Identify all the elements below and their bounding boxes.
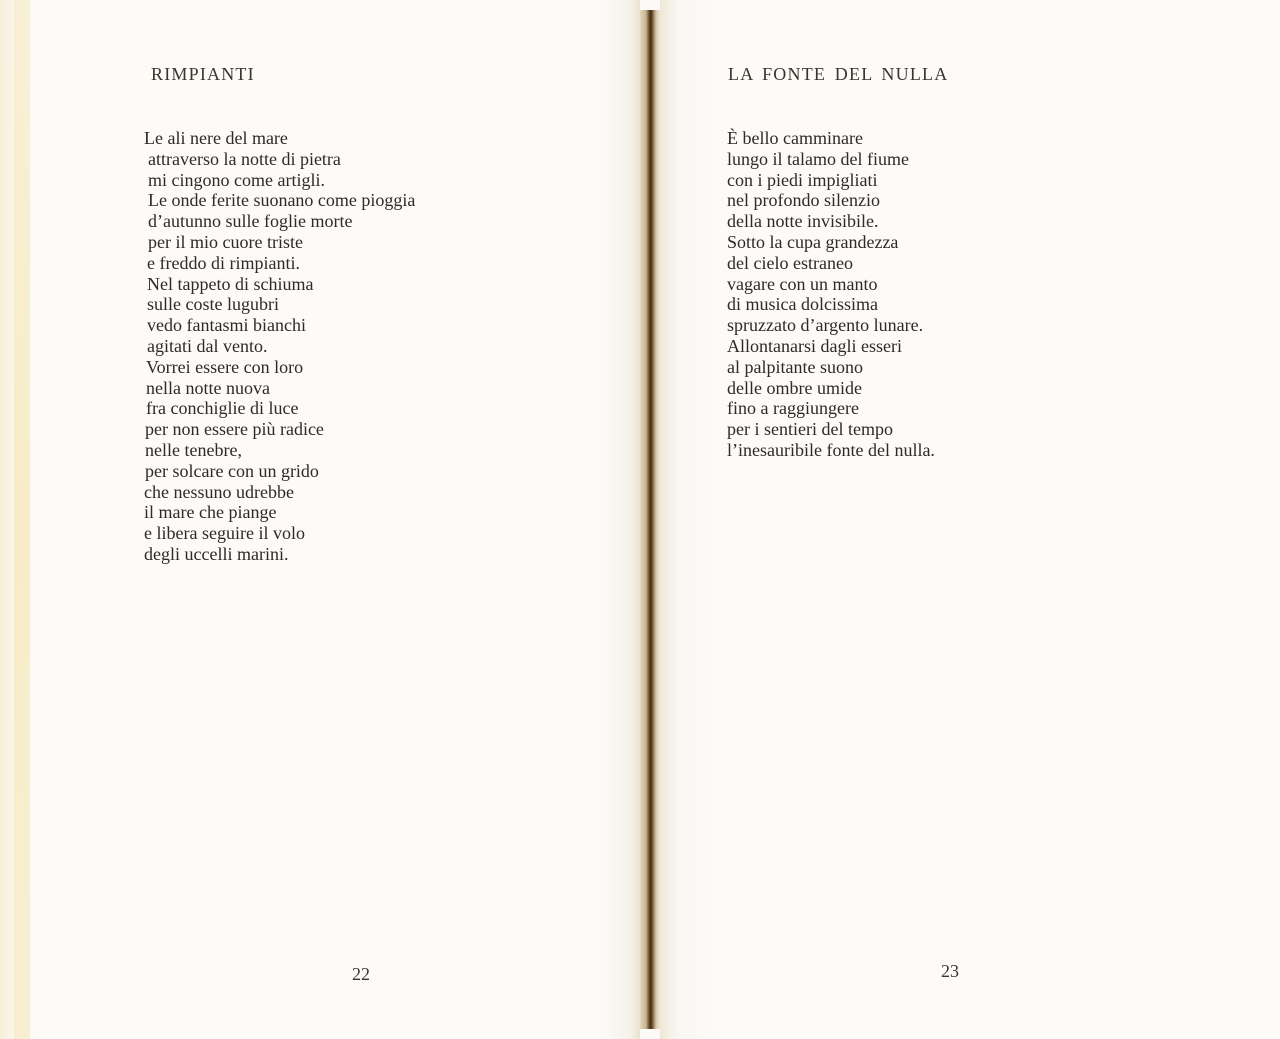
poem-line: con i piedi impigliati xyxy=(727,169,878,190)
poem-line: per solcare con un grido xyxy=(145,460,319,481)
poem-line: nelle tenebre, xyxy=(145,439,242,460)
poem-line: lungo il talamo del fiume xyxy=(727,148,909,169)
poem-line: mi cingono come artigli. xyxy=(148,169,325,190)
poem-title: LA FONTE DEL NULLA xyxy=(728,64,949,84)
poem-line: attraverso la notte di pietra xyxy=(148,148,341,169)
poem-line: Le ali nere del mare xyxy=(144,128,288,148)
poem-line: agitati dal vento. xyxy=(147,335,268,356)
poem-title: RIMPIANTI xyxy=(151,64,255,84)
poem-body xyxy=(727,128,935,461)
poem-line: fino a raggiungere xyxy=(727,398,859,419)
poem-line: del cielo estraneo xyxy=(727,252,853,273)
poem-line: Allontanarsi dagli esseri xyxy=(727,335,902,356)
poem-line: per i sentieri del tempo xyxy=(727,419,893,440)
poem-line: e freddo di rimpianti. xyxy=(147,252,300,273)
poem-line: delle ombre umide xyxy=(727,377,862,398)
poem-line: Le onde ferite suonano come pioggia xyxy=(148,190,416,211)
poem-line: d’autunno sulle foglie morte xyxy=(148,211,353,232)
poem-line: vedo fantasmi bianchi xyxy=(147,315,306,336)
page-edge-stain xyxy=(14,0,30,1039)
poem-line: il mare che piange xyxy=(144,502,277,523)
page-number: 22 xyxy=(352,964,370,984)
poem-line: fra conchiglie di luce xyxy=(146,398,299,419)
poem-line: della notte invisibile. xyxy=(727,211,879,232)
poem-line: Vorrei essere con loro xyxy=(146,356,304,377)
poem-line: nel profondo silenzio xyxy=(727,190,880,211)
poem-line: al palpitante suono xyxy=(727,356,863,377)
poem-line: che nessuno udrebbe xyxy=(144,481,294,502)
poem-line: spruzzato d’argento lunare. xyxy=(727,315,924,336)
poem-line: per non essere più radice xyxy=(145,419,324,440)
poem-line: È bello camminare xyxy=(727,128,863,148)
poem-line: di musica dolcissima xyxy=(727,294,878,315)
book-gutter xyxy=(640,10,660,1029)
poem-body xyxy=(144,128,415,565)
poem-line: sulle coste lugubri xyxy=(147,294,279,315)
poem-line: nella notte nuova xyxy=(146,377,270,398)
poem-line: degli uccelli marini. xyxy=(144,543,289,564)
poem-line: vagare con un manto xyxy=(727,273,878,294)
poem-line: Nel tappeto di schiuma xyxy=(147,273,314,294)
poem-line: per il mio cuore triste xyxy=(148,231,303,252)
poem-line: e libera seguire il volo xyxy=(144,523,305,544)
poem-line: l’inesauribile fonte del nulla. xyxy=(727,439,935,460)
page-number: 23 xyxy=(941,961,959,981)
poem-line: Sotto la cupa grandezza xyxy=(727,231,899,252)
